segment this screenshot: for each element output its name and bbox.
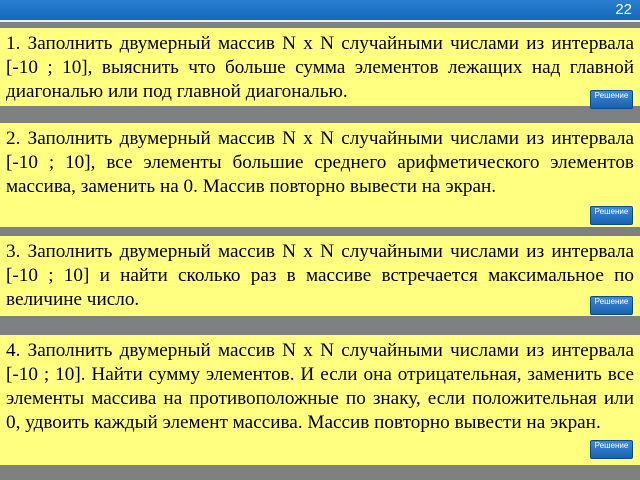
task-text-4: 4. Заполнить двумерный массив N x N случайными числами из интервала [-10 ; 10]. Найти сумму элементов. И если она отрицательная, заменить все элементы массива на противоположные по знаку, если положительная или 0, удвоить каждый элемент массива. Массив повторно вывести на экран. — [6, 340, 634, 433]
task-block-4 — [0, 335, 640, 465]
task-block-2 — [0, 123, 640, 227]
task-text-2: 2. Заполнить двумерный массив N x N случайными числами из интервала [-10 ; 10], все элементы большие среднего арифметического элементов массива, заменить на 0. Массив повторно вывести на экран. — [6, 128, 634, 197]
title-bar — [0, 0, 640, 22]
solution-button-1[interactable]: Решение — [590, 90, 633, 109]
task-text-3: 3. Заполнить двумерный массив N x N случайными числами из интервала [-10 ; 10] и найти сколько раз в массиве встречается максимальное по величине число. — [6, 241, 634, 310]
slide-number: 22 — [615, 1, 632, 18]
solution-button-2[interactable]: Решение — [590, 206, 633, 225]
task-text-1: 1. Заполнить двумерный массив N x N случайными числами из интервала [-10 ; 10], выяснить что больше сумма элементов лежащих над главной диагональю или под главной диагональю. — [6, 33, 634, 102]
solution-button-3[interactable]: Решение — [590, 296, 633, 315]
task-block-3 — [0, 236, 640, 316]
task-block-1 — [0, 28, 640, 106]
solution-button-4[interactable]: Решение — [590, 440, 633, 459]
